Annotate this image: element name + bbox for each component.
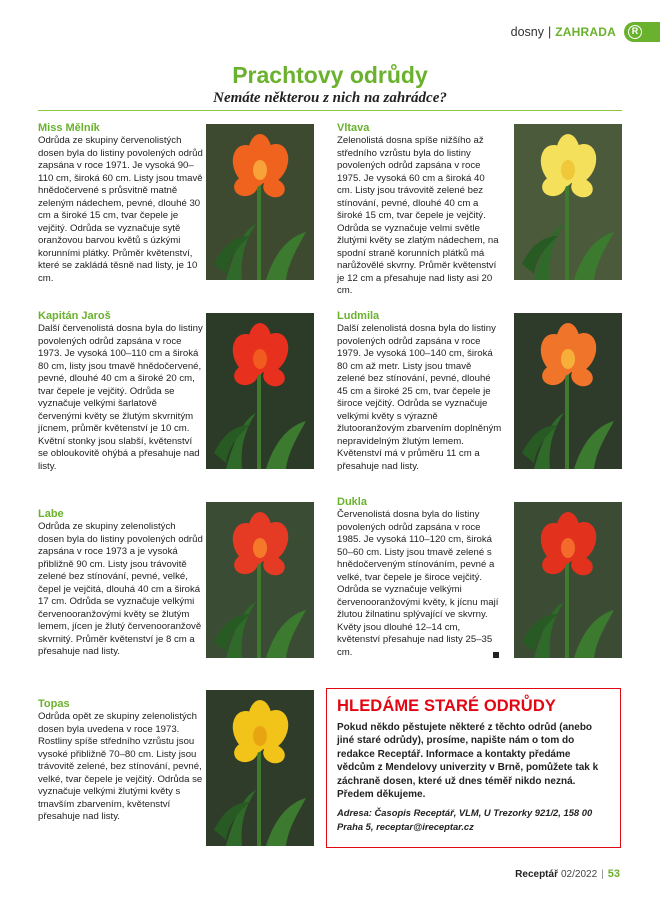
article-title: Prachtovy odrůdy (232, 62, 428, 88)
canna-kapitan-jaros-photo (206, 313, 314, 469)
article-end-mark (493, 652, 499, 658)
variety-description: Zelenolistá dosna spíše nižšího až středního vzrůstu byla do listiny povolených odrůd zapsána v roce 1975. Je vysoká 60 cm a široká 40 cm. Listy jsou trávovitě zelené bez stínování, pevné, dlouhé 40 cm a široké 15 cm, tvar čepele je vejčitý. Odrůda se vyznačuje velmi světle žlutými květy se zlatým nádechem, na spodní straně korunních plátků má narůžovělé skvrny. Průměr květenství je 12 cm a přesahuje nad listy asi 20 cm. (337, 135, 499, 296)
footer-separator: | (601, 868, 604, 880)
canna-vltava-photo (514, 124, 622, 280)
article-subtitle: Nemáte některou z nich na zahrádce? (213, 90, 447, 106)
r-logo-icon: R (628, 25, 642, 39)
variety-entry (337, 122, 502, 298)
magazine-name: Receptář (515, 868, 558, 880)
canna-topas-photo (206, 690, 314, 846)
variety-name: Labe (38, 508, 64, 520)
variety-name: Miss Mělník (38, 122, 100, 134)
variety-entry (38, 122, 203, 285)
callout-box (326, 688, 621, 848)
section-label: dosny (510, 25, 545, 39)
variety-entry (38, 508, 203, 659)
variety-entry (38, 310, 203, 473)
page-header (511, 22, 660, 42)
variety-name: Topas (38, 698, 70, 710)
canna-dukla-photo (514, 502, 622, 658)
variety-name: Vltava (337, 122, 370, 134)
canna-ludmila-photo (514, 313, 622, 469)
callout-heading: HLEDÁME STARÉ ODRŮDY (337, 697, 556, 715)
callout-address: Adresa: Časopis Receptář, VLM, U Trezorky 921/2, 158 00 Praha 5, receptar@ireceptar.cz (337, 807, 593, 832)
canna-labe-photo (206, 502, 314, 658)
variety-description: Další červenolistá dosna byla do listiny povolených odrůd zapsána v roce 1973. Je vysoká 100–110 cm a široká 80 cm, listy jsou tmavě hnědočervené, pevné, dlouhé 40 cm a široké 20 cm, tvar čepele je vejčitý. Odrůda se vyznačuje velkými šarlatově červenými květy se žlutým skvrnitým jícnem, průměr květenství je 10 cm. Květní stonky jsou slabší, květenství se obloukovitě ohýbá a přesahuje nad listy. (38, 323, 203, 472)
variety-entry (337, 496, 502, 659)
page-footer (515, 868, 620, 880)
category-label: ZAHRADA (555, 25, 616, 39)
variety-entry (337, 310, 502, 473)
variety-description: Odrůda opět ze skupiny zelenolistých dosen byla uvedena v roce 1973. Rostliny spíše středního vzrůstu jsou vysoké přibližně 70–80 cm. Listy jsou trávovitě zelené, bez stínování, pevné, velké, tvar čepele je vejčitý. Odrůda se vyznačuje velkými žlutými květy s tmavším zbarvením, květenství přesahuje nad listy. (38, 711, 203, 822)
variety-description: Další zelenolistá dosna byla do listiny povolených odrůd zapsána v roce 1979. Je vysoká 100–140 cm, široká 80 cm až metr. Listy jsou tmavě zelené bez stínování, pevné, dlouhé 45 cm a široké 25 cm, tvar čepele je široce vejčitý. Odrůda se vyznačuje velkými květy s výrazně žlutooranžovým zbarvením doplněným nepravidelným žlutým lemem. Květenství má v průměru 11 cm a přesahuje nad listy. (337, 323, 502, 472)
callout-text: Pokud někdo pěstujete některé z těchto odrůd (anebo jiné staré odrůdy), prosíme, napište nám o tom do redakce Receptář. Informace a kontakty předáme vědcům z Mendelovy univerzity v Brně, pomůžete tak k záchraně dosen, které už dnes téměř nikdo nezná. Předem děkujeme. (337, 722, 599, 801)
title-divider (38, 110, 622, 111)
variety-name: Ludmila (337, 310, 380, 322)
variety-description: Odrůda ze skupiny zelenolistých dosen byla do listiny povolených odrůd zapsána v roce 1973 a je vysoká přibližně 90 cm. Listy jsou trávovitě zelené bez stínování, pevné, velké, čepel je vejčitá, dlouhá 40 cm a široká 17 cm. Odrůda se vyznačuje velkými červenooranžovými květy se žlutým lemem, jícen je žlutý červenooranžově skvrnitý. Průměr květenství je 8 cm a přesahuje nad listy. (38, 521, 203, 657)
canna-miss-melnik-photo (206, 124, 314, 280)
header-separator: | (548, 25, 552, 39)
variety-description: Červenolistá dosna byla do listiny povolených odrůd zapsána v roce 1985. Je vysoká 110–120 cm, široká 50–60 cm. Listy jsou tmavě zelené s hnědočerveným stínováním, pevné a velké, tvar čepele je široce vejčitý. Odrůda se vyznačuje velkými červenooranžovými květy, k jícnu mají žlutou žilnatinu splývající ve skvrny. Květy jsou dlouhé 12–14 cm, květenství přesahuje nad listy 25–35 cm. (337, 509, 499, 658)
issue-number: 02/2022 (560, 868, 598, 880)
page-number: 53 (607, 868, 620, 880)
variety-description: Odrůda ze skupiny červenolistých dosen byla do listiny povolených odrůd zapsána v roce 1971. Je vysoká 90–110 cm, široká 60 cm. Listy jsou tmavě hnědočervené s průsvitně matně zeleným nádechem, pevné, dlouhé 30 cm a široké 15 cm, tvar čepele je vejčitý. Odrůda se vyznačuje sytě oranžovou barvou květů s úzkými korunními plátky. Průměr květenství, které se zakládá těsně nad listy, je 10 cm. (38, 135, 203, 284)
magazine-badge (624, 22, 660, 42)
variety-name: Kapitán Jaroš (38, 310, 111, 322)
variety-entry (38, 698, 203, 824)
variety-name: Dukla (337, 496, 367, 508)
